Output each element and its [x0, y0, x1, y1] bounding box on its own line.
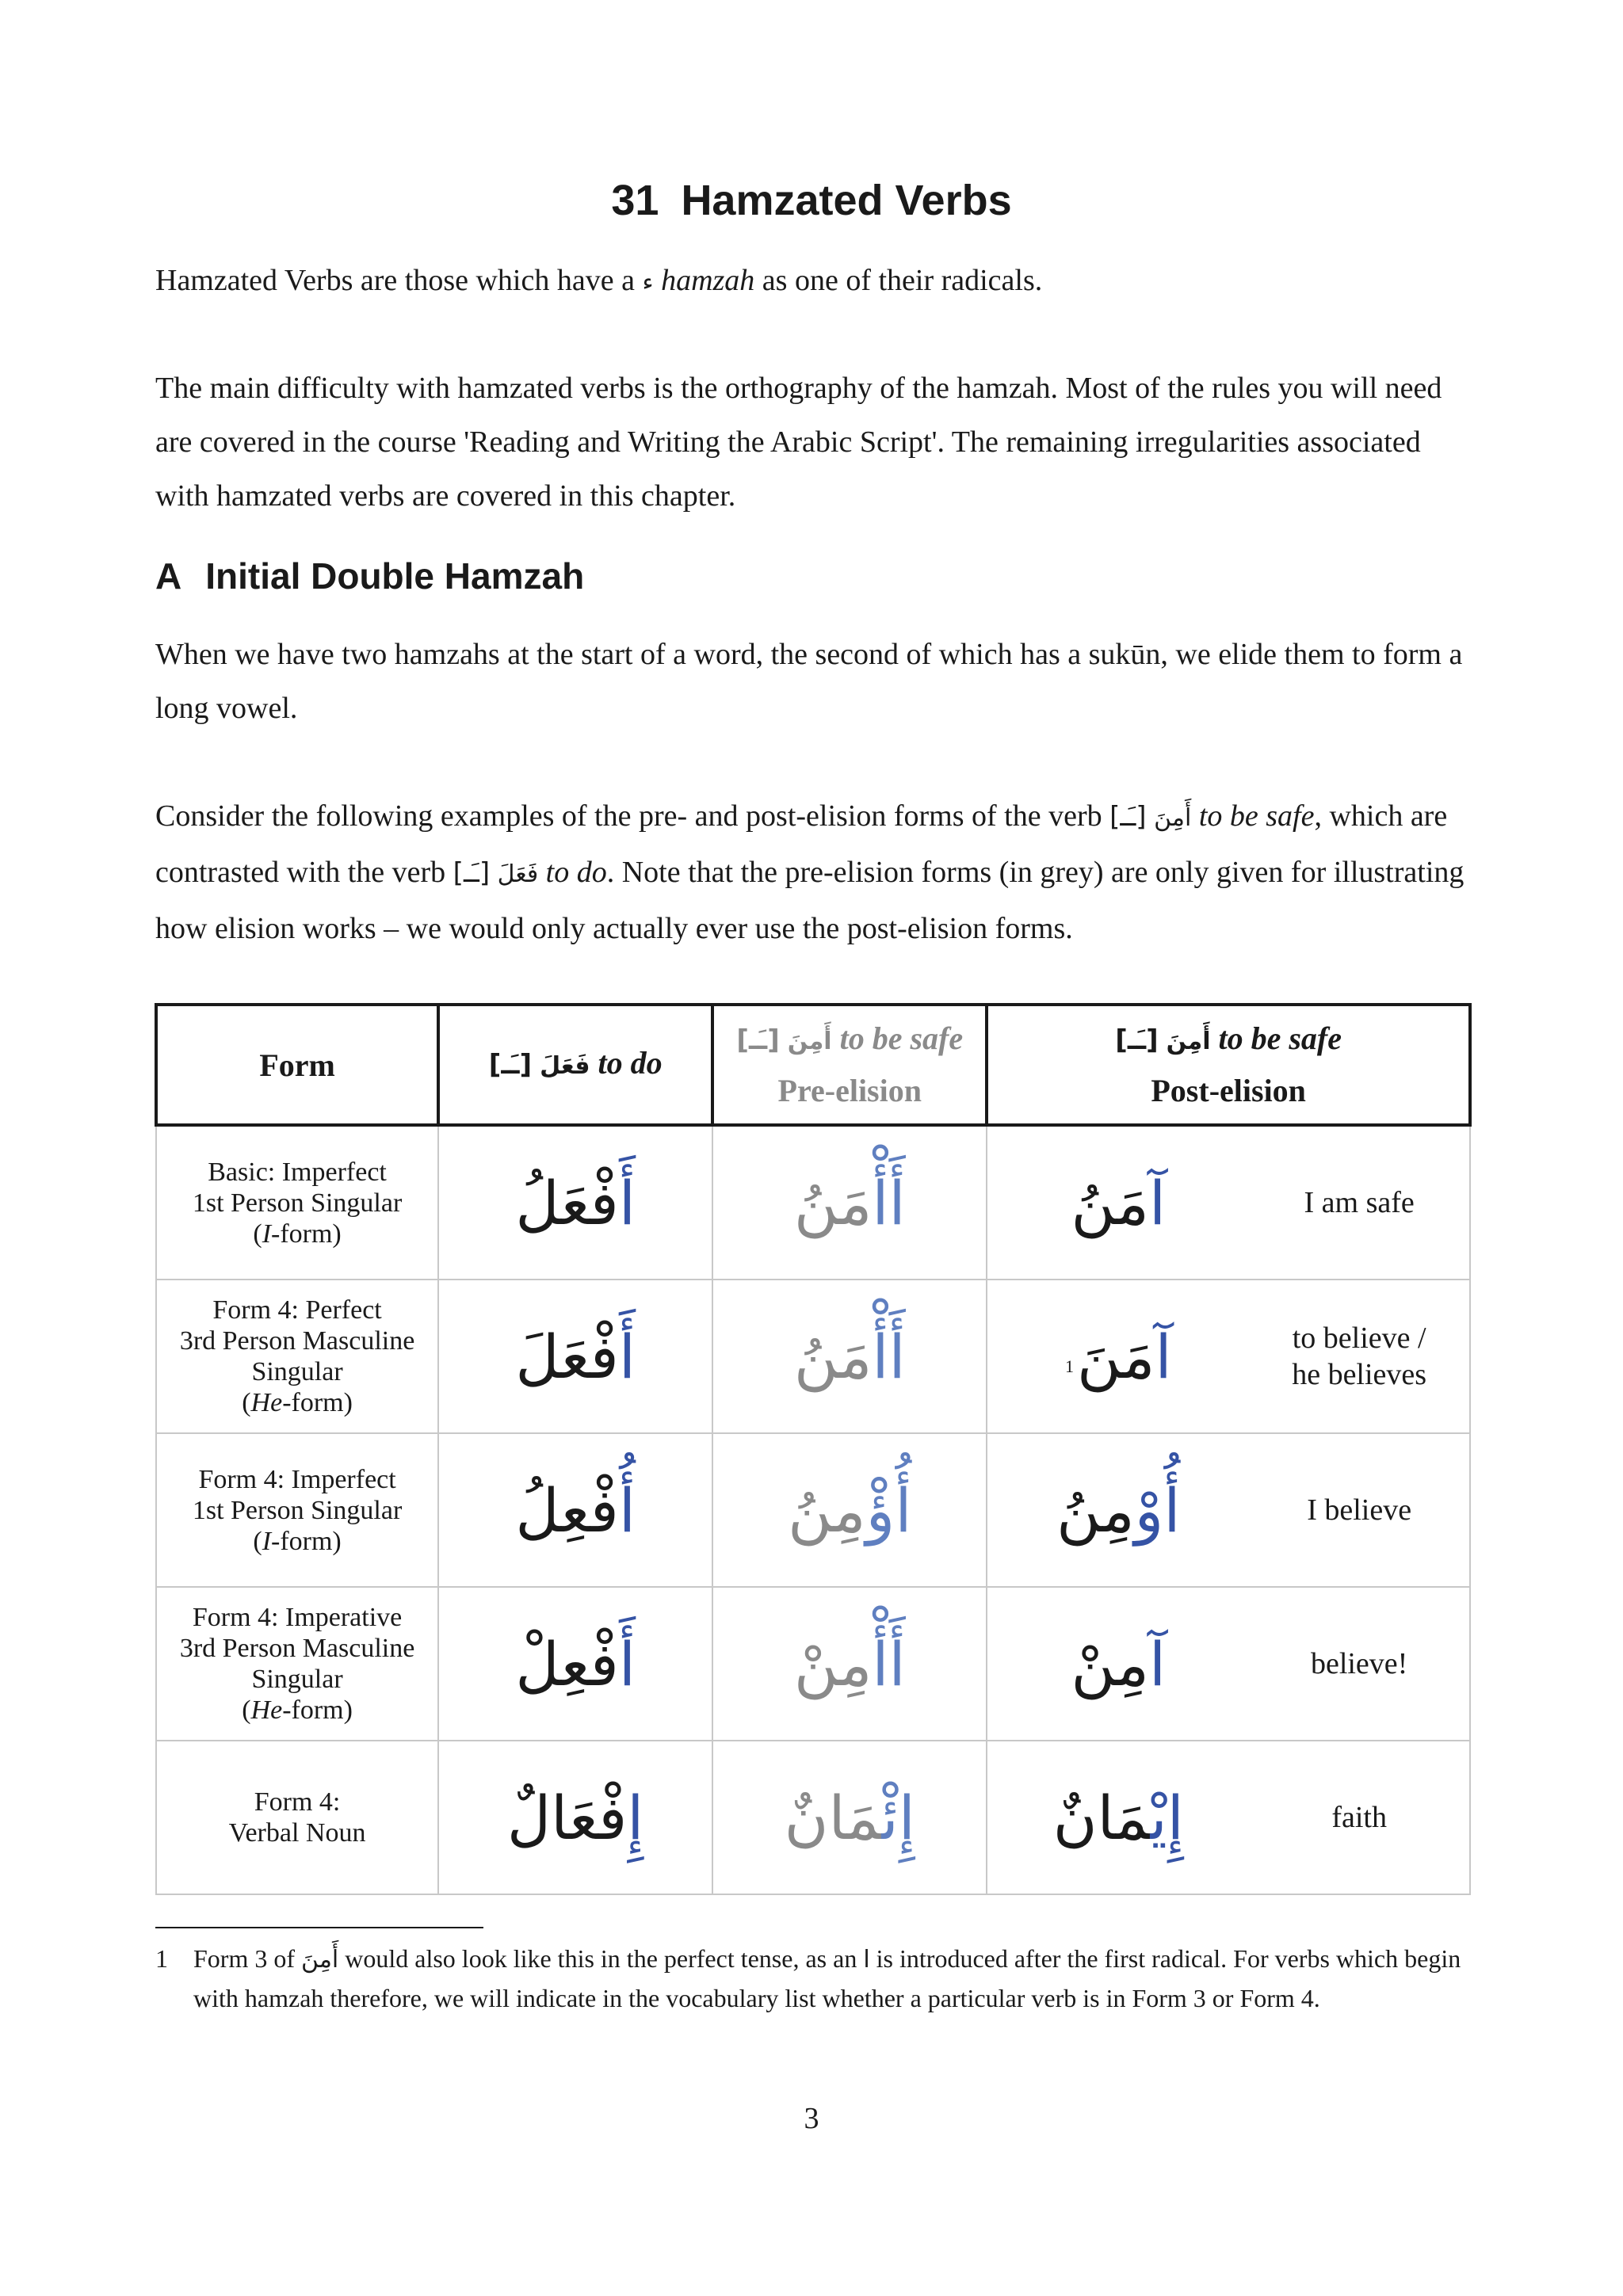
- to-do-cell: [438, 1741, 712, 1894]
- post-elision-arabic: آمَنَ: [1076, 1321, 1172, 1392]
- header-form: Form: [156, 1005, 438, 1125]
- pre-elision-cell: [712, 1125, 987, 1280]
- post-elision-arabic: إِيْمَانٌ: [1052, 1782, 1184, 1853]
- header-pre-elision: [ـَـ] أَمِنَ to be safe Pre-elision: [712, 1005, 987, 1125]
- pre-elision-arabic: أَأْمَنُ: [793, 1167, 906, 1238]
- to-do-cell: [438, 1587, 712, 1741]
- section-heading: [155, 555, 584, 597]
- form-label: Form 4: Imperative 3rd Person Masculine Singular (He-form): [179, 1603, 415, 1725]
- to-do-cell: [438, 1125, 712, 1280]
- to-do-cell: [438, 1280, 712, 1433]
- pre-elision-arabic: أُؤْمِنُ: [788, 1474, 912, 1546]
- hamzah-char: ء: [642, 269, 654, 296]
- to-do-arabic: أَفْعَلُ: [515, 1167, 636, 1238]
- to-do-arabic: أَفْعَلَ: [515, 1321, 636, 1392]
- post-elision-cell: [987, 1433, 1470, 1587]
- verb1-arabic: أَمِنَ: [1154, 804, 1192, 832]
- post-elision-cell: [987, 1741, 1470, 1894]
- table-row: [156, 1433, 1470, 1587]
- pre-elision-arabic: إِئْمَانٌ: [784, 1782, 915, 1853]
- difficulty-paragraph: The main difficulty with hamzated verbs is the orthography of the hamzah. Most of the rules you will need are covered in the course 'Reading and Writing the Arabic Script'. The remaining irregularities associated with hamzated verbs are covered in this chapter.: [155, 372, 1442, 513]
- form-cell: [156, 1587, 438, 1741]
- verb2-gloss: to do: [545, 856, 607, 889]
- table-row: [156, 1587, 1470, 1741]
- form-label: Form 4: Perfect 3rd Person Masculine Singular (He-form): [179, 1295, 415, 1417]
- footnote-rule: [155, 1927, 483, 1928]
- verb1-gloss: to be safe: [1198, 799, 1315, 833]
- hamzah-word: hamzah: [661, 264, 755, 297]
- pre-elision-cell: [712, 1280, 987, 1433]
- to-do-arabic: أُفْعِلُ: [515, 1474, 636, 1546]
- elide-paragraph: When we have two hamzahs at the start of a word, the second of which has a sukūn, we elide them to form a long vowel.: [155, 638, 1463, 725]
- table-header-row: [156, 1005, 1470, 1125]
- meaning: believe!: [1310, 1647, 1408, 1680]
- header-to-do: [ـَـ] فَعَلَ to do: [438, 1005, 712, 1125]
- verb2-bracket: [ـَـ]: [453, 857, 491, 889]
- pre-elision-arabic: أَأْمَنُ: [793, 1321, 906, 1392]
- intro-paragraph: Hamzated Verbs are those which have a ء hamzah as one of their radicals.: [155, 264, 1043, 297]
- post-elision-arabic: أُوْمِنُ: [1056, 1474, 1181, 1546]
- form-cell: [156, 1433, 438, 1587]
- to-do-cell: [438, 1433, 712, 1587]
- section-title: Initial Double Hamzah: [205, 555, 585, 597]
- header-post-elision: [ـَـ] أَمِنَ to be safe Post-elision: [987, 1005, 1470, 1125]
- pre-elision-cell: [712, 1741, 987, 1894]
- to-do-arabic: أَفْعِلْ: [515, 1628, 636, 1699]
- pre-elision-cell: [712, 1433, 987, 1587]
- chapter-number: 31: [611, 177, 659, 224]
- pre-elision-cell: [712, 1587, 987, 1741]
- meaning: to believe / he believes: [1292, 1322, 1427, 1391]
- form-cell: [156, 1280, 438, 1433]
- chapter-title: Hamzated Verbs: [681, 177, 1012, 224]
- table-row: [156, 1741, 1470, 1894]
- table-row: [156, 1125, 1470, 1280]
- consider-paragraph: Consider the following examples of the pre- and post-elision forms of the verb [ـَـ] أَمِنَ to be safe, which are contrasted with the verb [ـَـ] فَعَلَ to do. Note that the pre-elision forms (in grey) are only given for illustrating how elision works – we would only actually ever use the post-elision forms.: [155, 799, 1465, 945]
- post-elision-arabic: آمِنْ: [1071, 1628, 1167, 1699]
- table-row: [156, 1280, 1470, 1433]
- form-label: Basic: Imperfect 1st Person Singular (I-form): [192, 1157, 403, 1249]
- to-do-arabic: إِفْعَالٌ: [506, 1782, 644, 1853]
- pre-elision-arabic: أَأْمِنْ: [793, 1628, 906, 1699]
- verb1-bracket: [ـَـ]: [1109, 801, 1147, 833]
- form-cell: [156, 1125, 438, 1280]
- post-elision-arabic: آمَنُ: [1071, 1167, 1167, 1238]
- post-elision-cell: [987, 1125, 1470, 1280]
- meaning: faith: [1331, 1801, 1387, 1834]
- conjugation-table: [155, 1003, 1472, 1895]
- form-cell: [156, 1741, 438, 1894]
- section-letter: A: [155, 555, 182, 597]
- footnote-number: 1: [155, 1944, 168, 1973]
- meaning: I believe: [1307, 1493, 1412, 1527]
- footnote: 1 Form 3 of أَمِنَ would also look like this in the perfect tense, as an ا is introduced after the first radical. For verbs which begin with hamzah therefore, we will indicate in the vocabulary list whether a particular verb is in Form 3 or Form 4.: [155, 1939, 1472, 2018]
- verb2-arabic: فَعَلَ: [497, 860, 539, 888]
- form-label: Form 4: Imperfect 1st Person Singular (I-form): [192, 1464, 403, 1556]
- footnote-marker: 1: [1064, 1356, 1074, 1377]
- footnote-arabic-verb: أَمِنَ: [301, 1946, 339, 1974]
- page-number: 3: [804, 2102, 819, 2135]
- post-elision-cell: [987, 1280, 1470, 1433]
- footnote-arabic-alif: ا: [863, 1946, 870, 1974]
- page-title: [0, 176, 1623, 225]
- form-label: Form 4: Verbal Noun: [228, 1787, 366, 1848]
- meaning: I am safe: [1304, 1186, 1415, 1219]
- post-elision-cell: [987, 1587, 1470, 1741]
